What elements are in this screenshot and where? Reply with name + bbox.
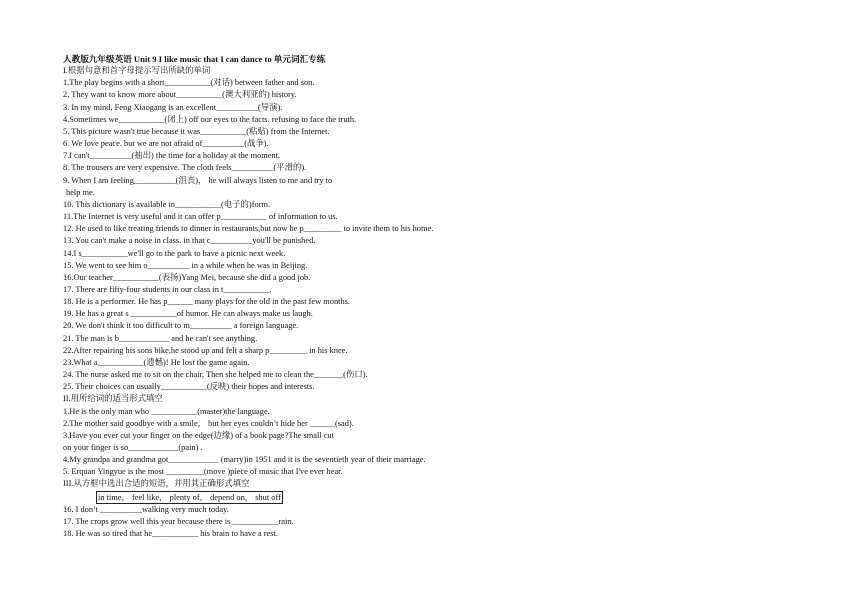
- exercise-item: 2.The mother said goodbye with a smile， but her eyes couldn’t hide her ______(sad).: [63, 418, 354, 428]
- exercise-item: 8. The trousers are very expensive. The cloth feels__________(平滑的).: [63, 163, 307, 173]
- exercise-item: 13. You can't make a noise in class. in that c__________you'll be punished.: [63, 236, 316, 246]
- exercise-item: 3. In my mind, Feng Xiaogang is an excellent__________(导演).: [63, 102, 283, 112]
- exercise-item: 3.Have you ever cut your finger on the edge(边缘) of a book page?The small cut: [63, 430, 334, 440]
- exercise-item: 20. We don't think it too difficult to m__________ a foreign language.: [63, 321, 299, 331]
- exercise-item: 4.Sometimes we___________(闭上) off our eyes to the facts. refusing to face the truth.: [63, 114, 357, 124]
- section1-heading: I.根据句意和首字母提示写出所缺的单词: [63, 66, 211, 76]
- exercise-item: 5. This picture wasn't true because it was___________(粘贴) from the Internet.: [63, 126, 330, 136]
- exercise-item: 7.I can't__________(抽出) the time for a holiday at the moment.: [63, 151, 281, 161]
- exercise-item: 14.I s___________we'll go to the park to have a picnic next week.: [63, 248, 286, 258]
- exercise-item: 15. We went to see him o__________ in a while when he was in Beijing.: [63, 260, 308, 270]
- exercise-item: 17. There are fifty-four students in our class in t___________.: [63, 284, 272, 294]
- exercise-item: 18. He is a performer. He has p______ many plays for the old in the past few months.: [63, 297, 351, 307]
- worksheet-title: 人教版九年级英语 Unit 9 I like music that I can dance to 单元词汇专练: [63, 54, 326, 64]
- exercise-item: 19. He has a great s ___________of humor. He can always make us laugh.: [63, 309, 313, 319]
- exercise-item: 1.The play begins with a short___________(对话) between father and son.: [63, 78, 315, 88]
- exercise-item: 22.After repairing his sons bike,he stood up and felt a sharp p_________ in his knee.: [63, 345, 348, 355]
- exercise-item: 11.The Internet is very useful and it can offer p___________ of information to us.: [63, 212, 338, 222]
- exercise-item: 5. Erquan Yingyue is the most _________(move )piece of music that I've ever hear.: [63, 467, 343, 477]
- exercise-item: 2. They want to know more about___________(澳大利亚的) history.: [63, 90, 297, 100]
- phrase-box-row: [63, 491, 563, 504]
- exercise-item: 24. The nurse asked me to sit on the chair. Then she helped me to clean the_______(伤口).: [63, 370, 368, 380]
- section3-heading: III.从方框中选出合适的短语，并用其正确形式填空: [63, 479, 250, 489]
- exercise-item: 23.What a___________(遗憾)! He lost the game again.: [63, 357, 250, 367]
- exercise-item: 21. The man is b____________ and he can't see anything.: [63, 333, 258, 343]
- exercise-item: 9. When I am feeling__________(沮丧)， he will always listen to me and try to: [63, 175, 333, 185]
- exercise-item: 16.Our teacher___________(表扬)Yang Mei, because she did a good job.: [63, 272, 311, 282]
- exercise-item: 10. This dictionary is available in___________(电子的)form.: [63, 199, 271, 209]
- exercise-item: 25. Their choices can usually___________(反映) their hopes and interests.: [63, 382, 315, 392]
- exercise-item: 12. He used to like treating friends to dinner in restaurants,but now he p_________ to invite them to his home.: [63, 224, 434, 234]
- phrase-box: in time， feel like， plenty of， depend on， shut off: [98, 492, 281, 502]
- worksheet-content: [63, 53, 563, 540]
- exercise-item: 18. He was so tired that he___________ his brain to have a rest.: [63, 528, 278, 538]
- exercise-item-continuation: on your finger is so____________(pain) .: [63, 443, 203, 452]
- exercise-item: 1.He is the only man who ___________(master)the language.: [63, 406, 270, 416]
- exercise-item: 16. I don’t __________walking very much today.: [63, 504, 229, 514]
- exercise-item-continuation: help me.: [66, 187, 95, 197]
- section2-heading: II.用所给词的适当形式填空: [63, 394, 163, 404]
- exercise-item: 17. The crops grow well this year because there is ___________rain.: [63, 516, 294, 526]
- exercise-item: 6. We love peace. but we are not afraid of__________(战争).: [63, 139, 269, 149]
- exercise-item: 4.My grandpa and grandma got____________ (marry)in 1951 and it is the seventieth year of their marriage.: [63, 455, 426, 465]
